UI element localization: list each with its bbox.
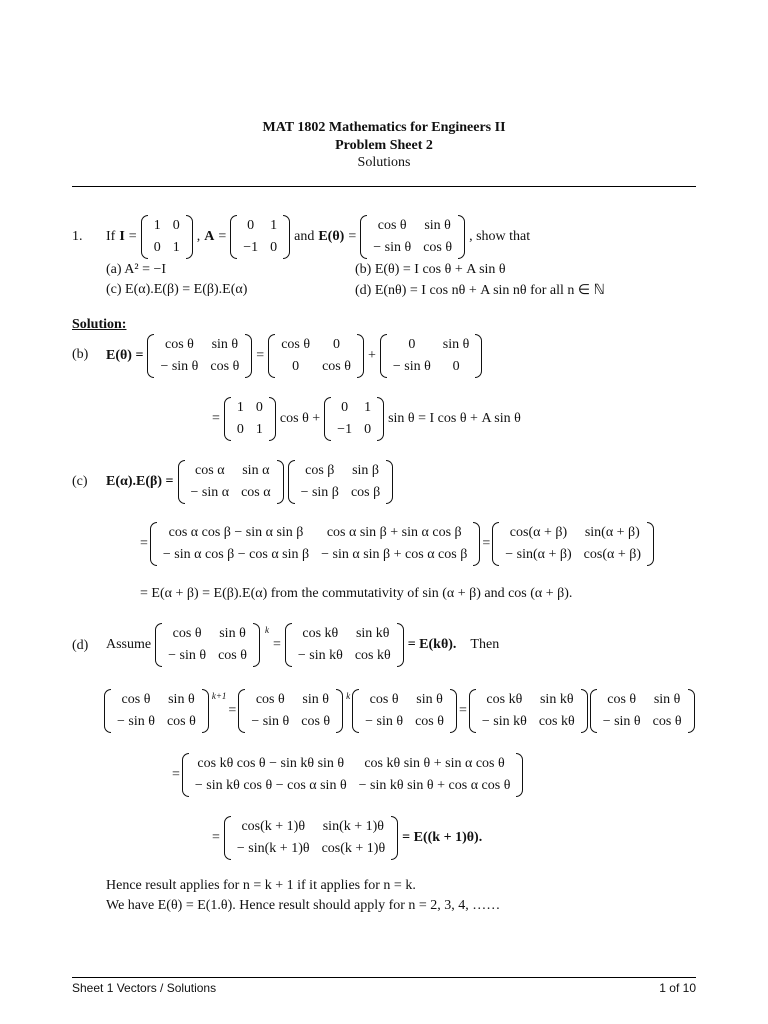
sol-c-line2: = cos α cos β − sin α sin β cos α sin β + sin α cos β − sin α cos β − cos α sin β − sin α sin β + cos α cos β = cos(α + β) sin(α + β) − sin(α + β) cos(α + β)	[140, 521, 654, 567]
i-label: I	[119, 229, 125, 244]
assume-text: Assume	[106, 637, 152, 652]
matrix-cell: cos kθ cos θ − sin kθ sin θ	[197, 756, 345, 771]
matrix-cell: 1	[153, 218, 161, 233]
e-theta-label: E(θ)	[318, 229, 345, 244]
matrix-cell: cos θ	[166, 714, 196, 729]
sol-b-label: (b)	[72, 347, 89, 362]
matrix-cell: − sin(α + β)	[505, 547, 572, 562]
matrix-cell: 0	[408, 337, 416, 352]
left-paren	[469, 689, 476, 733]
matrix-cell: sin(α + β)	[584, 525, 640, 540]
matrix	[224, 397, 276, 441]
sol-c-label: (c)	[72, 474, 88, 489]
matrix-cell: cos θ	[652, 714, 682, 729]
matrix-cell: cos(α + β)	[583, 547, 642, 562]
matrix-cell: 1	[172, 240, 180, 255]
matrix-cell: cos kθ	[354, 648, 391, 663]
right-paren	[357, 334, 364, 378]
matrix-cell: − sin θ	[602, 714, 641, 729]
matrix	[178, 460, 284, 504]
matrix-cell: cos θ	[281, 337, 311, 352]
right-paren	[377, 397, 384, 441]
sol-b-lhs: E(θ) =	[106, 348, 144, 363]
right-paren	[336, 689, 343, 733]
right-paren	[458, 215, 465, 259]
matrix-cell: 1	[270, 218, 278, 233]
matrix-cell: − sin kθ	[297, 648, 343, 663]
matrix-cell: sin θ	[302, 692, 329, 707]
part-c: (c) E(α).E(β) = E(β).E(α)	[106, 282, 248, 297]
sol-b-line1: E(θ) = cos θ sin θ − sin θ cos θ = cos θ 0 0 cos θ + 0 sin θ − sin θ 0	[106, 333, 482, 379]
matrix	[324, 397, 384, 441]
right-paren	[473, 522, 480, 566]
header-rule	[72, 186, 696, 187]
matrix-cell: cos θ	[301, 714, 331, 729]
part-a: (a) A² = −I	[106, 262, 167, 277]
matrix-cell: sin kθ	[539, 692, 574, 707]
right-paren	[245, 334, 252, 378]
matrix	[268, 334, 364, 378]
sol-d-line3: = cos kθ cos θ − sin kθ sin θ cos kθ sin θ + sin α cos θ − sin kθ cos θ − cos α sin θ − sin kθ sin θ + cos α cos θ	[172, 752, 523, 798]
sol-d-hence: Hence result applies for n = k + 1 if it applies for n = k.	[106, 878, 416, 893]
matrix-cell: − sin kθ cos θ − cos α sin θ	[194, 778, 347, 793]
matrix-cell: cos θ	[210, 359, 240, 374]
matrix-cell: cos α cos β − sin α sin β	[168, 525, 304, 540]
right-paren	[475, 334, 482, 378]
matrix-cell: − sin θ	[117, 714, 155, 729]
sol-c-lhs: E(α).E(β) =	[106, 474, 174, 489]
right-paren	[450, 689, 457, 733]
matrix	[352, 689, 457, 733]
matrix-cell: cos θ	[377, 218, 407, 233]
right-paren	[202, 689, 209, 733]
matrix-cell: cos θ	[607, 692, 637, 707]
left-paren	[230, 215, 237, 259]
matrix-cell: 0	[341, 400, 349, 415]
left-paren	[360, 215, 367, 259]
matrix-cell: 0	[247, 218, 255, 233]
matrix-cell: − sin α	[190, 485, 230, 500]
left-paren	[285, 623, 292, 667]
left-paren	[590, 689, 597, 733]
part-b: (b) E(θ) = I cos θ + A sin θ	[355, 262, 506, 277]
matrix-cell: cos α	[195, 463, 225, 478]
matrix-cell: cos θ	[172, 626, 202, 641]
matrix-cell: − sin(k + 1)θ	[236, 841, 310, 856]
left-paren	[104, 689, 111, 733]
then-text: Then	[470, 637, 500, 652]
question-statement	[106, 214, 530, 260]
matrix-cell: 0	[255, 400, 263, 415]
matrix-cell: sin kθ	[355, 626, 390, 641]
matrix-cell: sin α	[242, 463, 270, 478]
exponent: k	[264, 625, 269, 635]
right-paren	[386, 460, 393, 504]
matrix-cell: sin θ	[424, 218, 451, 233]
matrix	[492, 522, 654, 566]
right-paren	[283, 215, 290, 259]
matrix-cell: − sin θ	[251, 714, 290, 729]
exponent: k+1	[211, 691, 227, 701]
right-paren	[688, 689, 695, 733]
matrix-cell: sin(k + 1)θ	[322, 819, 384, 834]
matrix	[147, 334, 252, 378]
right-paren	[647, 522, 654, 566]
matrix-cell: cos kθ	[486, 692, 523, 707]
matrix	[590, 689, 695, 733]
matrix-cell: cos θ	[322, 359, 351, 374]
matrix-cell: sin θ	[168, 692, 195, 707]
footer-rule	[72, 977, 696, 978]
matrix-cell: −1	[337, 422, 353, 437]
matrix-cell: cos θ	[255, 692, 285, 707]
matrix-cell: 0	[172, 218, 180, 233]
matrix	[469, 689, 588, 733]
matrix	[224, 816, 398, 860]
exponent: k	[346, 691, 351, 701]
question-number: 1.	[72, 229, 83, 244]
matrix	[380, 334, 483, 378]
matrix-cell: 1	[236, 400, 244, 415]
matrix-cell: cos θ	[423, 240, 453, 255]
matrix-cell: sin θ	[653, 692, 681, 707]
matrix-cell: − sin α cos β − cos α sin β	[162, 547, 310, 562]
ek-text: = E(kθ).	[407, 637, 457, 652]
left-paren	[324, 397, 331, 441]
matrix-cell: 0	[153, 240, 161, 255]
a-label: A	[204, 229, 215, 244]
matrix	[182, 753, 524, 797]
document-title: MAT 1802 Mathematics for Engineers II	[262, 120, 506, 135]
matrix-cell: 0	[364, 422, 372, 437]
left-paren	[268, 334, 275, 378]
matrix-cell: − sin θ	[168, 648, 207, 663]
ek1-text: = E((k + 1)θ).	[402, 830, 483, 845]
solution-heading: Solution:	[72, 317, 127, 332]
left-paren	[238, 689, 245, 733]
sol-c-line1	[106, 459, 393, 505]
matrix-cell: −1	[243, 240, 259, 255]
right-paren	[253, 623, 260, 667]
left-paren	[178, 460, 185, 504]
show-that: , show that	[469, 229, 531, 244]
comma: ,	[196, 229, 201, 244]
matrix-cell: sin θ	[211, 337, 239, 352]
left-paren	[492, 522, 499, 566]
matrix-cell: − sin α sin β + cos α cos β	[321, 547, 468, 562]
cos-text: cos θ +	[279, 411, 321, 426]
matrix-cell: cos kθ	[302, 626, 339, 641]
part-d: (d) E(nθ) = I cos nθ + A sin nθ for all n ∈ ℕ	[355, 283, 605, 298]
left-paren	[224, 816, 231, 860]
matrix-cell: − sin θ	[160, 359, 199, 374]
footer-left: Sheet 1 Vectors / Solutions	[72, 981, 217, 995]
matrix-cell: cos kθ	[538, 714, 575, 729]
sol-d-line2: cos θ sin θ − sin θ cos θ k+1 = cos θ sin θ − sin θ cos θ k cos θ sin θ − sin θ cos θ = cos kθ sin kθ − sin kθ cos kθ cos θ sin θ − sin θ cos θ	[104, 688, 695, 734]
matrix-cell: 0	[236, 422, 244, 437]
left-paren	[141, 215, 148, 259]
matrix-cell: − sin θ	[392, 359, 431, 374]
left-paren	[155, 623, 162, 667]
matrix-cell: − sin kθ	[481, 714, 527, 729]
matrix-cell: sin θ	[416, 692, 443, 707]
sol-d-line4: = cos(k + 1)θ sin(k + 1)θ − sin(k + 1)θ cos(k + 1)θ = E((k + 1)θ).	[212, 815, 482, 861]
e-matrix	[360, 215, 465, 259]
left-paren	[288, 460, 295, 504]
page-number: 1 of 10	[659, 981, 696, 995]
equals: =	[128, 229, 137, 244]
equals: =	[348, 229, 357, 244]
matrix-cell: 0	[333, 337, 340, 352]
left-paren	[380, 334, 387, 378]
matrix-cell: 0	[292, 359, 300, 374]
matrix	[104, 689, 209, 733]
matrix	[150, 522, 480, 566]
left-paren	[150, 522, 157, 566]
matrix-cell: sin β	[352, 463, 380, 478]
matrix-cell: cos θ	[218, 648, 247, 663]
if-text: If	[106, 229, 116, 244]
a-matrix	[230, 215, 290, 259]
matrix-cell: cos(k + 1)θ	[241, 819, 306, 834]
matrix-cell: 0	[452, 359, 460, 374]
right-paren	[397, 623, 404, 667]
matrix	[285, 623, 404, 667]
matrix-cell: 0	[270, 240, 278, 255]
matrix	[238, 689, 343, 733]
matrix	[288, 460, 394, 504]
matrix	[155, 623, 260, 667]
matrix-cell: cos(k + 1)θ	[321, 841, 386, 856]
left-paren	[352, 689, 359, 733]
matrix-cell: cos θ	[415, 714, 444, 729]
sheet-subtitle: Solutions	[357, 155, 411, 170]
and-text: and	[294, 229, 315, 244]
identity-matrix	[141, 215, 193, 259]
right-paren	[277, 460, 284, 504]
sheet-title: Problem Sheet 2	[335, 138, 433, 153]
matrix-cell: − sin θ	[373, 240, 412, 255]
right-paren	[186, 215, 193, 259]
matrix-cell: cos θ	[164, 337, 194, 352]
matrix-cell: − sin β	[300, 485, 339, 500]
matrix-cell: − sin kθ sin θ + cos α cos θ	[358, 778, 511, 793]
right-paren	[581, 689, 588, 733]
matrix-cell: cos kθ sin θ + sin α cos θ	[364, 756, 505, 771]
matrix-cell: sin θ	[442, 337, 470, 352]
matrix-cell: cos β	[305, 463, 335, 478]
sol-d-we-have: We have E(θ) = E(1.θ). Hence result should apply for n = 2, 3, 4, ……	[106, 898, 501, 913]
right-paren	[391, 816, 398, 860]
sol-d-label: (d)	[72, 638, 89, 653]
sol-d-line1: Assume cos θ sin θ − sin θ cos θ k = cos kθ sin kθ − sin kθ cos kθ = E(kθ). Then	[106, 622, 499, 668]
matrix-cell: sin θ	[219, 626, 246, 641]
left-paren	[224, 397, 231, 441]
sol-c-conclusion: = E(α + β) = E(β).E(α) from the commutativity of sin (α + β) and cos (α + β).	[140, 586, 573, 601]
left-paren	[182, 753, 189, 797]
matrix-cell: cos(α + β)	[509, 525, 568, 540]
matrix-cell: cos β	[350, 485, 381, 500]
equals: =	[218, 229, 227, 244]
matrix-cell: cos θ	[369, 692, 399, 707]
left-paren	[147, 334, 154, 378]
matrix-cell: − sin θ	[365, 714, 404, 729]
matrix-cell: cos α	[241, 485, 271, 500]
matrix-cell: cos α sin β + sin α cos β	[326, 525, 462, 540]
matrix-cell: cos θ	[121, 692, 151, 707]
sol-b-line2: = 1 0 0 1 cos θ + 0 1 −1 0 sin θ = I cos θ + A sin θ	[212, 396, 521, 442]
right-paren	[516, 753, 523, 797]
sol-b-result: sin θ = I cos θ + A sin θ	[388, 411, 521, 426]
matrix-cell: 1	[364, 400, 372, 415]
matrix-cell: 1	[255, 422, 263, 437]
right-paren	[269, 397, 276, 441]
